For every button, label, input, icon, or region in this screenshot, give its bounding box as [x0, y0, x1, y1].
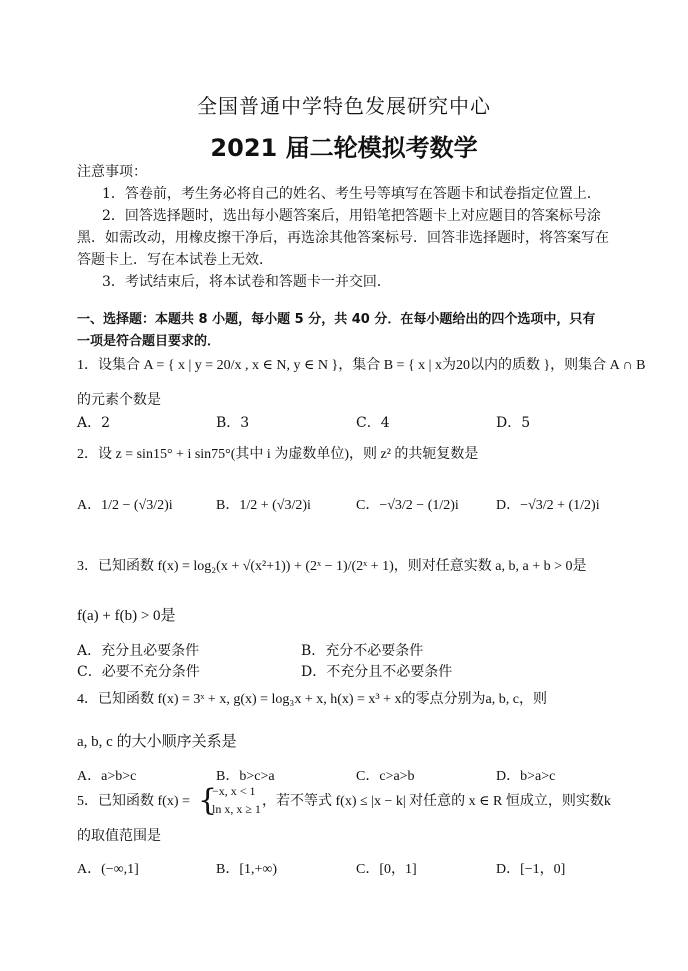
section-heading-line-1: 一、选择题：本题共 8 小题，每小题 5 分，共 40 分．在每小题给出的四个选项中，只有 [77, 312, 596, 327]
question-5-option-a: A．(−∞,1] [77, 862, 139, 877]
notice-item-1: 1．答卷前，考生务必将自己的姓名、考生号等填写在答题卡和试卷指定位置上． [102, 186, 601, 202]
question-3-option-d: D．不充分且不必要条件 [301, 664, 453, 680]
question-1-option-a: A．2 [77, 415, 111, 431]
organization-name: 全国普通中学特色发展研究中心 [197, 94, 491, 118]
question-3-option-c: C．必要不充分条件 [77, 664, 200, 680]
question-4-option-a: A．a>b>c [77, 769, 137, 784]
question-4-stem-cont: a, b, c 的大小顺序关系是 [77, 734, 237, 750]
piecewise-brace: { [198, 783, 218, 818]
question-5-stem-prefix: 5．已知函数 f(x) = [77, 794, 190, 809]
notice-label: 注意事项： [77, 164, 147, 180]
question-3-stem: 3．已知函数 f(x) = log₂(x + √(x²+1)) + (2ˣ − 1)/(2ˣ + 1)，则对任意实数 a, b, a + b > 0是 [77, 559, 587, 574]
question-2-option-b: B．1/2 + (√3/2)i [216, 498, 311, 513]
question-4-option-d: D．b>a>c [496, 769, 556, 784]
question-1-option-d: D．5 [496, 415, 531, 431]
notice-item-2-line-3: 答题卡上．写在本试卷上无效． [77, 252, 273, 268]
notice-item-2-line-1: 2．回答选择题时，选出每小题答案后，用铅笔把答题卡上对应题目的答案标号涂 [102, 208, 601, 224]
question-1-stem-cont: 的元素个数是 [77, 392, 161, 408]
question-5-case-2: ln x, x ≥ 1 [212, 802, 261, 816]
question-2-option-c: C．−√3/2 − (1/2)i [356, 498, 459, 513]
notice-item-2-line-2: 黑．如需改动，用橡皮擦干净后，再选涂其他答案标号．回答非选择题时，将答案写在 [77, 230, 609, 246]
question-1-stem: 1．设集合 A = { x | y = 20/x , x ∈ N, y ∈ N }，集合 B = { x | x为20以内的质数 }，则集合 A ∩ B [77, 358, 646, 373]
question-5-option-b: B．[1,+∞) [216, 862, 278, 877]
question-4-option-c: C．c>a>b [356, 769, 415, 784]
question-3-stem-cont: f(a) + f(b) > 0是 [77, 608, 176, 624]
question-2-stem: 2．设 z = sin15° + i sin75°(其中 i 为虚数单位)，则 z² 的共轭复数是 [77, 447, 479, 462]
question-1-option-c: C．4 [356, 415, 390, 431]
question-1-option-b: B．3 [216, 415, 250, 431]
notice-item-3: 3．考试结束后，将本试卷和答题卡一并交回． [102, 274, 391, 290]
question-5-stem-cont: 的取值范围是 [77, 828, 161, 844]
question-4-option-b: B．b>c>a [216, 769, 275, 784]
question-5-option-d: D．[−1，0] [496, 862, 566, 877]
question-5-option-c: C．[0，1] [356, 862, 417, 877]
question-5-case-1: −x, x < 1 [212, 784, 256, 798]
question-3-option-b: B．充分不必要条件 [301, 643, 424, 659]
question-3-option-a: A．充分且必要条件 [77, 643, 200, 659]
question-2-option-d: D．−√3/2 + (1/2)i [496, 498, 600, 513]
question-5-stem-suffix: ，若不等式 f(x) ≤ |x − k| 对任意的 x ∈ R 恒成立，则实数k [262, 794, 611, 809]
section-heading-line-2: 一项是符合题目要求的． [77, 334, 221, 349]
question-4-stem: 4．已知函数 f(x) = 3ˣ + x, g(x) = log₃x + x, h(x) = x³ + x的零点分别为a, b, c，则 [77, 692, 547, 707]
question-2-option-a: A．1/2 − (√3/2)i [77, 498, 173, 513]
exam-title: 2021 届二轮模拟考数学 [210, 134, 478, 162]
